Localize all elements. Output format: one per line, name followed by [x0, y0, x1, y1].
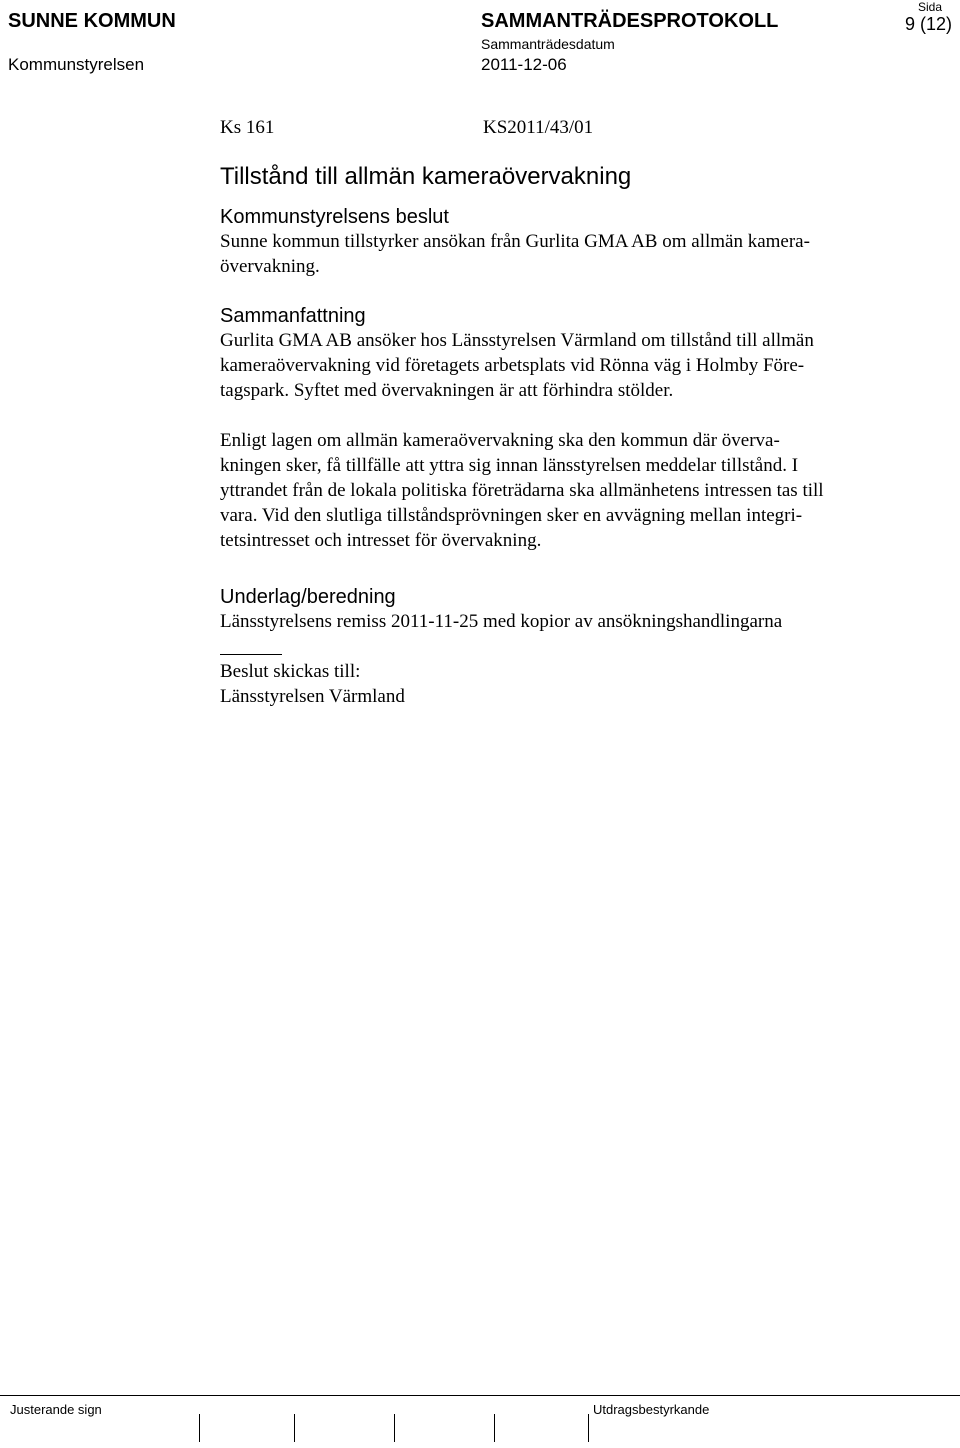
- signature-field: [394, 1414, 395, 1442]
- decision-heading: Kommunstyrelsens beslut: [220, 206, 449, 228]
- distribution: [220, 659, 920, 709]
- justerande-sign-label: Justerande sign: [10, 1402, 102, 1417]
- case-reference: KS2011/43/01: [483, 117, 594, 138]
- distribution-recipient: Länsstyrelsen Värmland: [220, 686, 405, 707]
- utdragsbestyrkande-label: Utdragsbestyrkande: [593, 1402, 710, 1417]
- text-line: övervakning.: [220, 256, 320, 277]
- distribution-label: Beslut skickas till:: [220, 661, 361, 682]
- organization-name: SUNNE KOMMUN: [8, 10, 176, 32]
- signature-field: [588, 1414, 589, 1442]
- signature-field: [494, 1414, 495, 1442]
- decision-text: [220, 229, 920, 279]
- signature-field: [199, 1414, 200, 1442]
- divider: [220, 654, 282, 655]
- text-line: tagspark. Syftet med övervakningen är att förhindra stölder.: [220, 380, 674, 401]
- summary-paragraph-1: [220, 328, 920, 403]
- signature-footer: [0, 1395, 960, 1448]
- text-line: yttrandet från de lokala politiska företrädarna ska allmänhetens intressen tas till: [220, 480, 824, 501]
- summary-paragraph-2: [220, 428, 920, 553]
- text-line: Enligt lagen om allmän kameraövervakning ska den kommun där överva-: [220, 430, 780, 451]
- case-title: Tillstånd till allmän kameraövervakning: [220, 163, 632, 190]
- text-line: kningen sker, få tillfälle att yttra sig innan länsstyrelsen meddelar tillstånd. I: [220, 455, 799, 476]
- text-line: vara. Vid den slutliga tillståndsprövningen sker en avvägning mellan integri-: [220, 505, 803, 526]
- text-line: kameraövervakning vid företagets arbetsplats vid Rönna väg i Holmby Före-: [220, 355, 805, 376]
- page-number: 9 (12): [905, 14, 953, 34]
- meeting-date-label: Sammanträdesdatum: [481, 36, 615, 52]
- summary-heading: Sammanfattning: [220, 305, 366, 327]
- basis-heading: Underlag/beredning: [220, 586, 396, 608]
- committee-name: Kommunstyrelsen: [8, 55, 145, 74]
- document-body: [220, 115, 920, 709]
- case-number: Ks 161: [220, 117, 275, 138]
- text-line: tetsintresset och intresset för övervakning.: [220, 530, 542, 551]
- page-label: Sida: [918, 0, 943, 14]
- meeting-date-value: 2011-12-06: [481, 55, 567, 74]
- case-reference-row: [220, 115, 920, 140]
- protocol-title: SAMMANTRÄDESPROTOKOLL: [481, 10, 779, 32]
- basis-text: Länsstyrelsens remiss 2011-11-25 med kopior av ansökningshandlingarna: [220, 611, 783, 632]
- text-line: Gurlita GMA AB ansöker hos Länsstyrelsen Värmland om tillstånd till allmän: [220, 330, 814, 351]
- text-line: Sunne kommun tillstyrker ansökan från Gurlita GMA AB om allmän kamera-: [220, 231, 810, 252]
- signature-field: [294, 1414, 295, 1442]
